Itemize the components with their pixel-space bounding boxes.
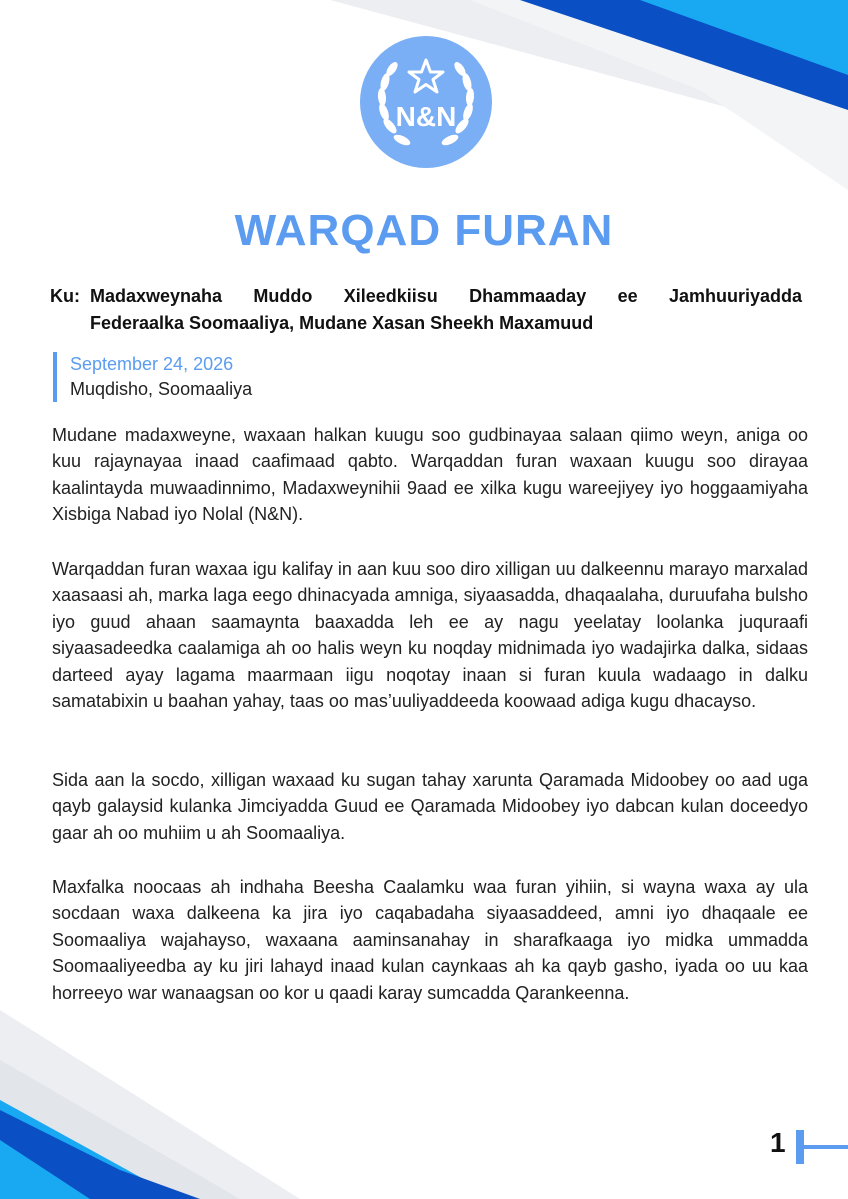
letter-place: Muqdisho, Soomaaliya xyxy=(70,379,253,399)
page-number-line xyxy=(804,1145,848,1149)
document-title: WARQAD FURAN xyxy=(234,206,614,255)
page-number: 1 xyxy=(770,1127,786,1158)
paragraph-1: Mudane madaxweyne, waxaan halkan kuugu soo gudbinayaa salaan qiimo weyn, aniga oo kuu rajaynayaa inaad caafimaad qabto. Warqaddan furan waxaan kuugu soo dirayaa kaalintayda muwaadinnimo, Madaxweynihii 9aad ee xilka kugu wareejiyey iyo hoggaamiyaha Xisbiga Nabad iyo Nolal (N&N). xyxy=(52,425,808,525)
letter-date: September 24, 2026 xyxy=(70,354,234,374)
party-logo xyxy=(360,36,492,168)
paragraph-4: Maxfalka noocaas ah indhaha Beesha Caalamku waa furan yihiin, si waynа waxa ay ula socdaan waxa dalkeena ka jira iyo caqabadaha siyaasaddeed, amni iyo dhaqaale ee Soomaaliya wajahayso, waxaana aaminsanahay in sharafkaaga iyo midka ummadda Soomaaliyeedba ay ku jiri lahayd inaad kulan caynkaas ah ka qayb gasho, iyada oo uu kaa horreeyo war wanaagsan oo kor u qaadi karay sumcadda Qarankeenna. xyxy=(52,877,808,1003)
recipient-line-2: Federaalka Soomaaliya, Mudane Xasan Sheekh Maxamuud xyxy=(90,313,594,333)
logo-text: N&N xyxy=(395,101,457,132)
recipient-line-1: Madaxweynaha Muddo Xileedkiisu Dhammaaday ee Jamhuuriyadda xyxy=(90,286,802,306)
paragraph-3: Sida aan la socdo, xilligan waxaad ku sugan tahay xarunta Qaramada Midoobey oo aad uga qayb galaysid kulanka Jimciyadda Guud ee Qaramada Midoobey iyo dabcan kulan doceedyo gaar ah oo muhiim u ah Soomaaliya. xyxy=(52,770,808,843)
page-number-bar xyxy=(796,1130,804,1164)
recipient-prefix: Ku: xyxy=(50,286,80,306)
paragraph-2: Warqaddan furan waxaa igu kalifay in aan kuu soo diro xilligan uu dalkeennu marayo marxalad xaasaasi ah, marka laga eego dhinacyada amniga, siyaasadda, dhaqaalaha, duruufaha bulsho iyo guud ahaan saamaynta baaxadda leh ee ay nagu yeelatay loolanka juquraafi siyaasadeedka caalamiga ah oo halis weyn ku noqday midnimada iyo wadajirka dalka, sidaas darteed ayay lagama maarmaan iigu noqotay inaan si furan kuula wadaago in dalku samatabixin u baahan yahay, taas oo mas’uuliyaddeeda koowaad adiga kugu dhacayso. xyxy=(52,559,808,712)
date-place-block xyxy=(53,352,252,402)
